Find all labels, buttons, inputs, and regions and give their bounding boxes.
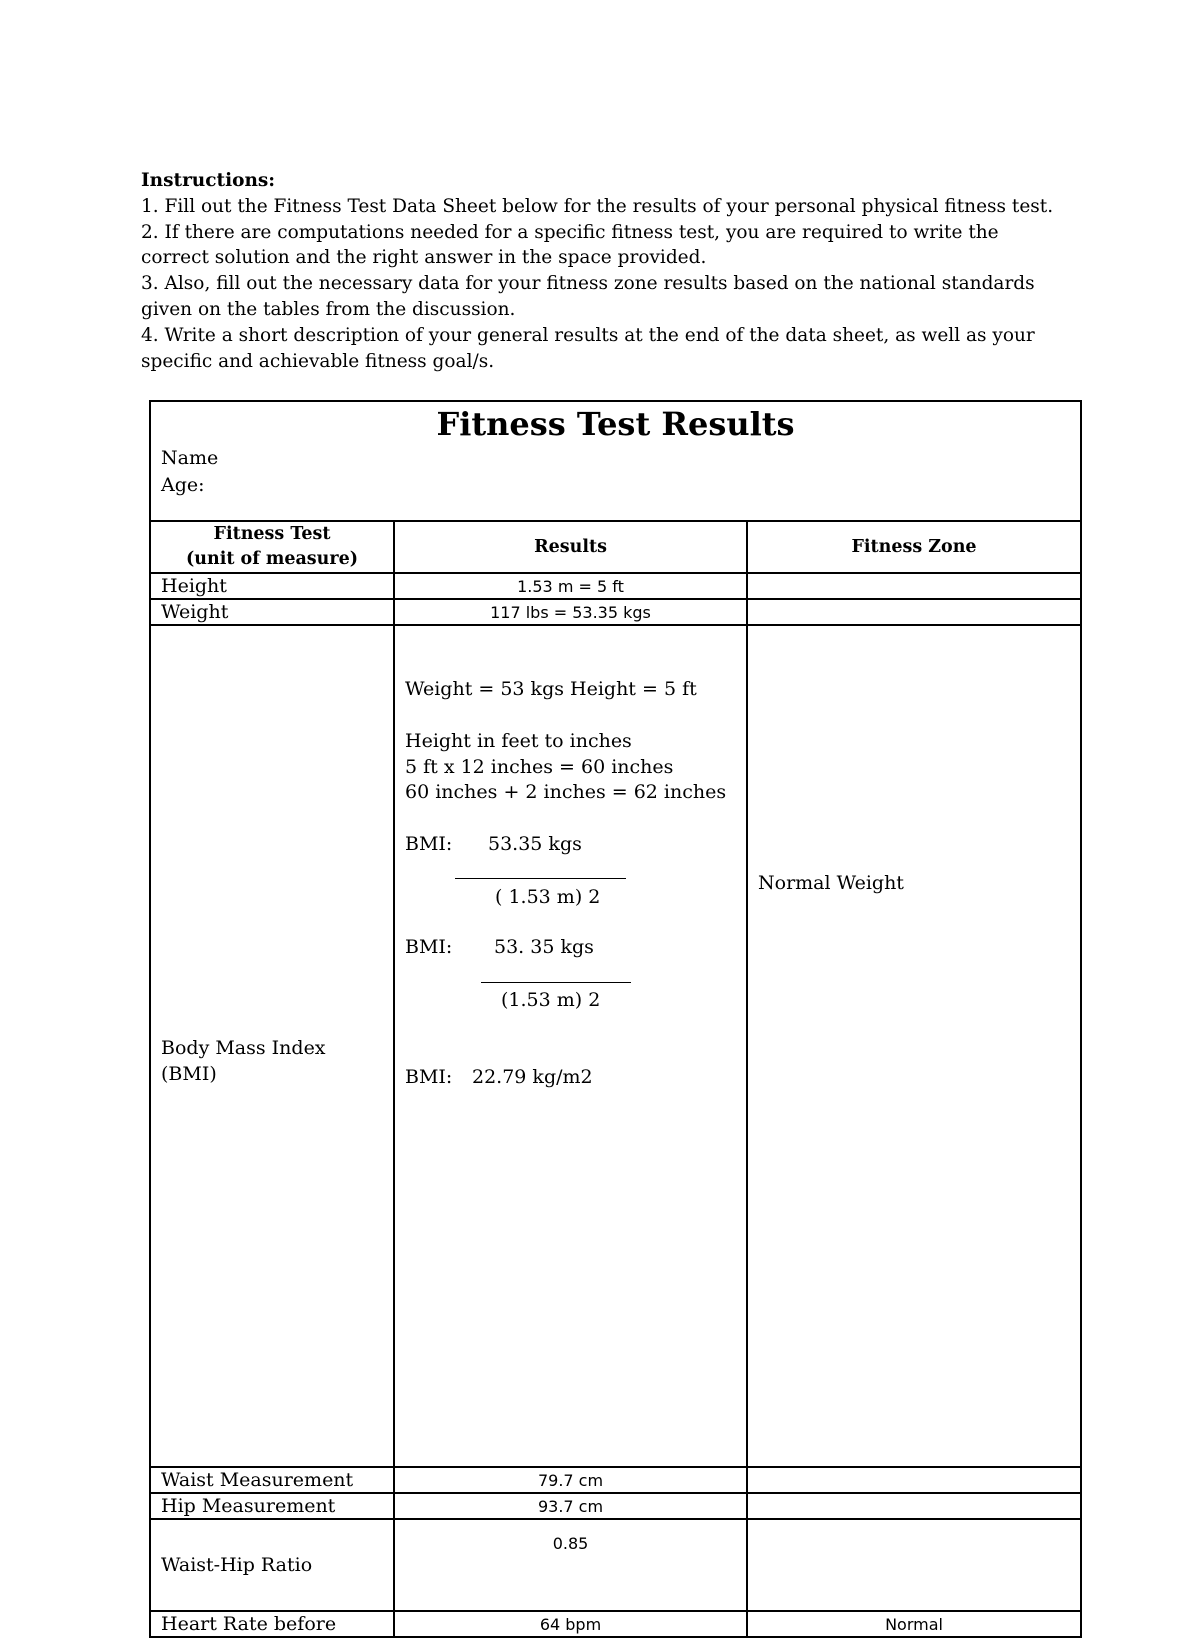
bmi-formula1-label: BMI:	[405, 833, 453, 855]
age-label: Age:	[161, 474, 205, 496]
column-header-results: Results	[394, 521, 747, 573]
whr-label: Waist-Hip Ratio	[150, 1519, 394, 1611]
column-header-test-line1: Fitness Test	[213, 524, 331, 544]
column-header-zone: Fitness Zone	[747, 521, 1081, 573]
height-result: 1.53 m = 5 ft	[394, 573, 747, 599]
bmi-formula1-numerator: 53.35 kgs	[488, 833, 582, 855]
bmi-given: Weight = 53 kgs Height = 5 ft	[405, 678, 697, 700]
fitness-data-sheet	[149, 400, 1082, 1638]
table-row	[150, 573, 1081, 599]
heart-rate-before-result: 64 bpm	[394, 1611, 747, 1637]
instructions	[141, 168, 1061, 374]
bmi-formula1-denominator: ( 1.53 m) 2	[495, 886, 601, 908]
bmi-formula2-fraction-bar	[481, 982, 631, 983]
instruction-item-1: 1. Fill out the Fitness Test Data Sheet below for the results of your personal physical fitness test.	[141, 195, 1054, 217]
instructions-heading: Instructions:	[141, 170, 276, 191]
name-label: Name	[161, 447, 219, 469]
table-row	[150, 1467, 1081, 1493]
bmi-conversion-step1: 5 ft x 12 inches = 60 inches	[405, 756, 674, 778]
sheet-header	[150, 401, 1081, 521]
hip-result: 93.7 cm	[394, 1493, 747, 1519]
hip-label: Hip Measurement	[150, 1493, 394, 1519]
table-row	[150, 1611, 1081, 1637]
bmi-label-line1: Body Mass Index	[161, 1037, 326, 1059]
weight-zone	[747, 599, 1081, 625]
sheet-title: Fitness Test Results	[436, 405, 795, 443]
bmi-formula2-denominator: (1.53 m) 2	[501, 989, 601, 1011]
bmi-label	[150, 625, 394, 1467]
bmi-result: 22.79 kg/m2	[472, 1066, 593, 1088]
heart-rate-before-zone: Normal	[747, 1611, 1081, 1637]
instruction-item-2: 2. If there are computations needed for a specific fitness test, you are required to write the correct solution and the right answer in the space provided.	[141, 221, 999, 269]
bmi-computation	[394, 625, 747, 1467]
waist-result: 79.7 cm	[394, 1467, 747, 1493]
bmi-formula3-label: BMI:	[405, 1066, 453, 1088]
waist-label: Waist Measurement	[150, 1467, 394, 1493]
whr-result: 0.85	[394, 1519, 747, 1611]
weight-label: Weight	[150, 599, 394, 625]
heart-rate-before-label: Heart Rate before	[150, 1611, 394, 1637]
hip-zone	[747, 1493, 1081, 1519]
instruction-item-3: 3. Also, fill out the necessary data for your fitness zone results based on the national standards given on the tables from the discussion.	[141, 273, 1035, 320]
height-zone	[747, 573, 1081, 599]
bmi-zone: Normal Weight	[747, 625, 1081, 1467]
bmi-formula1-fraction-bar	[455, 878, 626, 879]
height-label: Height	[150, 573, 394, 599]
bmi-formula2-numerator: 53. 35 kgs	[494, 936, 594, 958]
table-row	[150, 1519, 1081, 1611]
bmi-conversion-step2: 60 inches + 2 inches = 62 inches	[405, 781, 727, 803]
whr-zone	[747, 1519, 1081, 1611]
table-row	[150, 1493, 1081, 1519]
table-row	[150, 599, 1081, 625]
bmi-formula2-label: BMI:	[405, 936, 453, 958]
column-header-test-line2: (unit of measure)	[185, 549, 359, 569]
table-row	[150, 625, 1081, 1467]
column-header-test	[150, 521, 394, 573]
bmi-label-line2: (BMI)	[161, 1063, 217, 1085]
waist-zone	[747, 1467, 1081, 1493]
weight-result: 117 lbs = 53.35 kgs	[394, 599, 747, 625]
instruction-item-4: 4. Write a short description of your general results at the end of the data sheet, as well as your specific and achievable fitness goal/s.	[141, 324, 1035, 372]
bmi-conversion-title: Height in feet to inches	[405, 730, 632, 752]
